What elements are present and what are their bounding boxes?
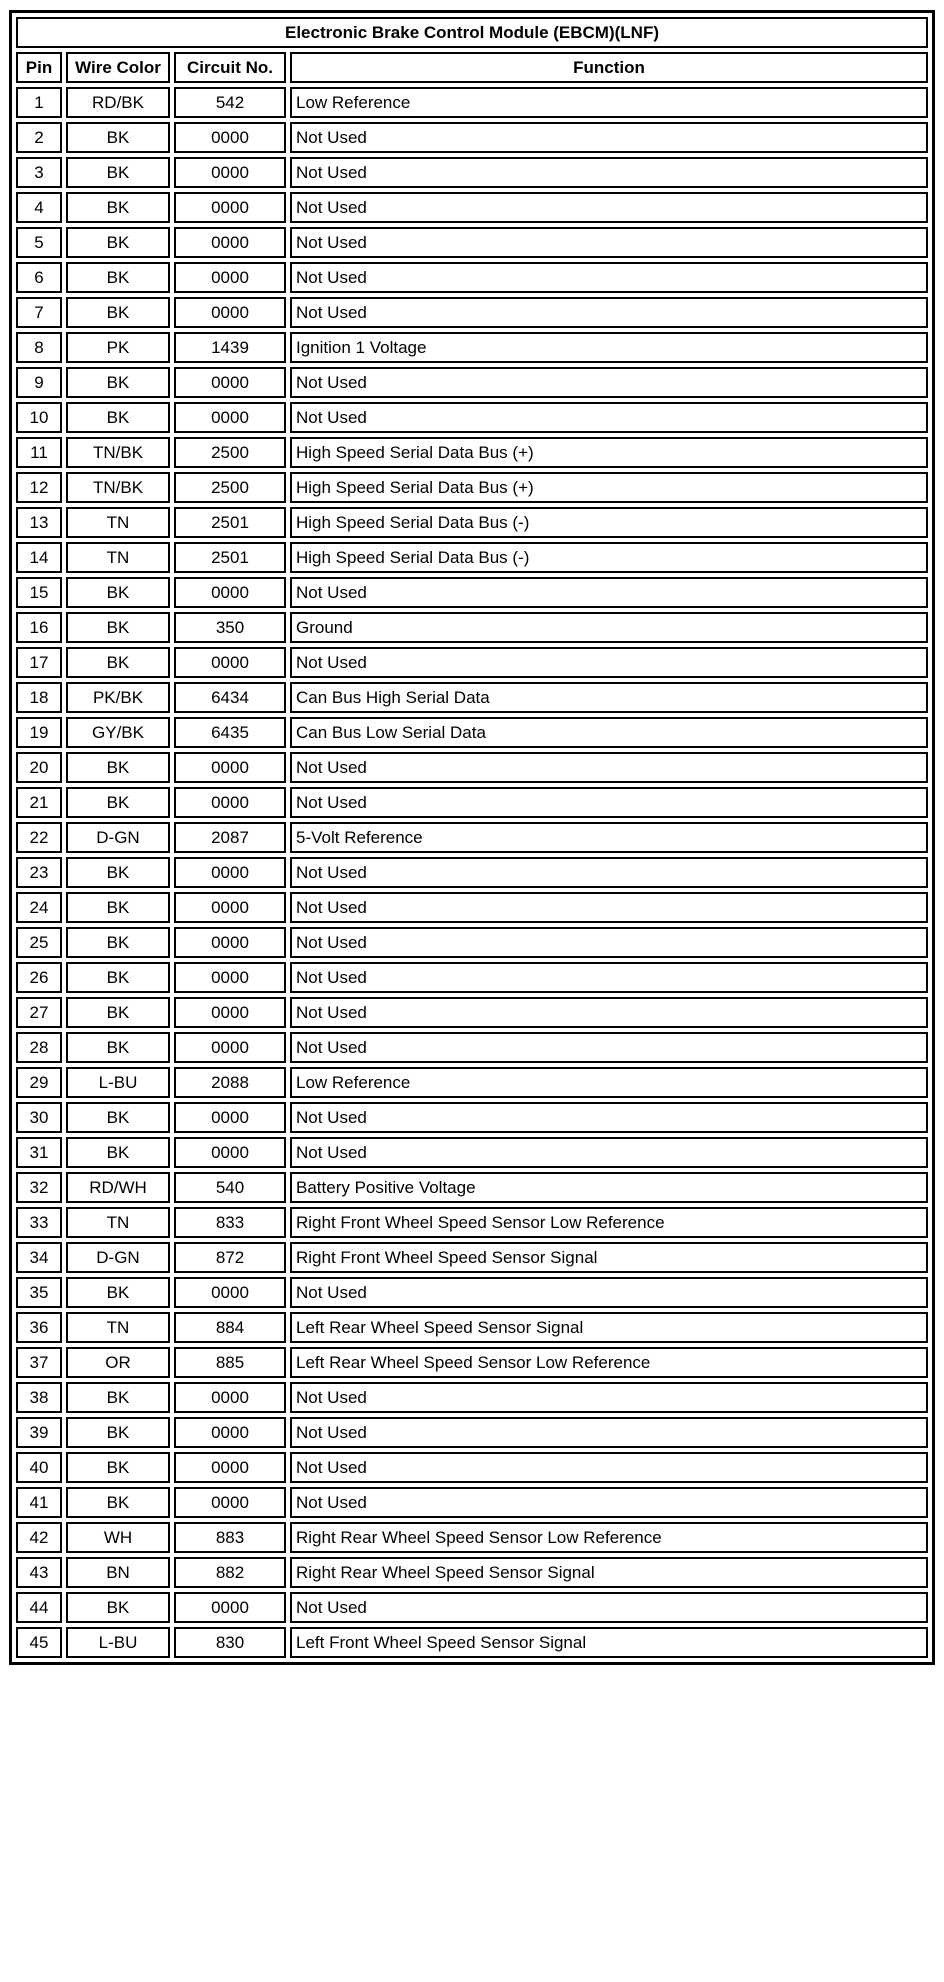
column-header-circuit-no: Circuit No. [174, 52, 286, 83]
function-cell: Left Rear Wheel Speed Sensor Signal [290, 1312, 928, 1343]
pin-cell: 24 [16, 892, 62, 923]
table-row [16, 1207, 928, 1238]
pin-cell: 45 [16, 1627, 62, 1658]
pin-cell: 32 [16, 1172, 62, 1203]
wire-color-cell: BK [66, 752, 170, 783]
circuit-no-cell: 2501 [174, 507, 286, 538]
wire-color-cell: TN [66, 1207, 170, 1238]
function-cell: Not Used [290, 122, 928, 153]
table-row [16, 472, 928, 503]
function-cell: Right Front Wheel Speed Sensor Low Reference [290, 1207, 928, 1238]
function-cell: Ignition 1 Voltage [290, 332, 928, 363]
table-row [16, 1417, 928, 1448]
pin-cell: 16 [16, 612, 62, 643]
circuit-no-cell: 0000 [174, 1137, 286, 1168]
wire-color-cell: WH [66, 1522, 170, 1553]
table-row [16, 297, 928, 328]
circuit-no-cell: 0000 [174, 227, 286, 258]
pin-cell: 18 [16, 682, 62, 713]
function-cell: Not Used [290, 227, 928, 258]
table-row [16, 857, 928, 888]
pin-cell: 3 [16, 157, 62, 188]
table-row [16, 682, 928, 713]
function-cell: Not Used [290, 1277, 928, 1308]
circuit-no-cell: 0000 [174, 297, 286, 328]
wire-color-cell: GY/BK [66, 717, 170, 748]
table-row [16, 1032, 928, 1063]
wire-color-cell: L-BU [66, 1627, 170, 1658]
circuit-no-cell: 883 [174, 1522, 286, 1553]
circuit-no-cell: 0000 [174, 647, 286, 678]
table-row [16, 962, 928, 993]
circuit-no-cell: 0000 [174, 367, 286, 398]
pin-cell: 23 [16, 857, 62, 888]
function-cell: Not Used [290, 192, 928, 223]
pin-cell: 9 [16, 367, 62, 398]
table-row [16, 612, 928, 643]
circuit-no-cell: 885 [174, 1347, 286, 1378]
function-cell: High Speed Serial Data Bus (-) [290, 542, 928, 573]
table-row [16, 717, 928, 748]
wire-color-cell: D-GN [66, 822, 170, 853]
table-title-row [16, 17, 928, 48]
function-cell: Not Used [290, 997, 928, 1028]
pin-cell: 36 [16, 1312, 62, 1343]
pin-cell: 40 [16, 1452, 62, 1483]
circuit-no-cell: 0000 [174, 997, 286, 1028]
function-cell: Right Rear Wheel Speed Sensor Low Reference [290, 1522, 928, 1553]
circuit-no-cell: 0000 [174, 787, 286, 818]
pin-cell: 35 [16, 1277, 62, 1308]
circuit-no-cell: 0000 [174, 857, 286, 888]
table-row [16, 1592, 928, 1623]
table-row [16, 1172, 928, 1203]
function-cell: 5-Volt Reference [290, 822, 928, 853]
pin-cell: 17 [16, 647, 62, 678]
table-title: Electronic Brake Control Module (EBCM)(LNF) [16, 17, 928, 48]
pin-cell: 25 [16, 927, 62, 958]
wire-color-cell: BK [66, 997, 170, 1028]
function-cell: Can Bus Low Serial Data [290, 717, 928, 748]
pin-cell: 6 [16, 262, 62, 293]
circuit-no-cell: 0000 [174, 1417, 286, 1448]
pin-cell: 44 [16, 1592, 62, 1623]
table-row [16, 1627, 928, 1658]
pin-cell: 22 [16, 822, 62, 853]
function-cell: Ground [290, 612, 928, 643]
wire-color-cell: BK [66, 227, 170, 258]
function-cell: Low Reference [290, 1067, 928, 1098]
function-cell: Not Used [290, 927, 928, 958]
wire-color-cell: BK [66, 577, 170, 608]
circuit-no-cell: 2500 [174, 437, 286, 468]
table-row [16, 1382, 928, 1413]
circuit-no-cell: 0000 [174, 892, 286, 923]
table-row [16, 262, 928, 293]
function-cell: Not Used [290, 1032, 928, 1063]
circuit-no-cell: 350 [174, 612, 286, 643]
table-row [16, 1137, 928, 1168]
wire-color-cell: BK [66, 927, 170, 958]
circuit-no-cell: 0000 [174, 122, 286, 153]
pin-cell: 4 [16, 192, 62, 223]
function-cell: Left Front Wheel Speed Sensor Signal [290, 1627, 928, 1658]
table-row [16, 927, 928, 958]
wire-color-cell: RD/WH [66, 1172, 170, 1203]
wire-color-cell: D-GN [66, 1242, 170, 1273]
pin-cell: 2 [16, 122, 62, 153]
function-cell: Not Used [290, 647, 928, 678]
pin-cell: 37 [16, 1347, 62, 1378]
circuit-no-cell: 6435 [174, 717, 286, 748]
table-row [16, 1277, 928, 1308]
wire-color-cell: BK [66, 787, 170, 818]
wire-color-cell: BK [66, 1102, 170, 1133]
function-cell: Right Front Wheel Speed Sensor Signal [290, 1242, 928, 1273]
pin-cell: 1 [16, 87, 62, 118]
circuit-no-cell: 884 [174, 1312, 286, 1343]
table-body [16, 87, 928, 1658]
wire-color-cell: PK/BK [66, 682, 170, 713]
function-cell: Not Used [290, 577, 928, 608]
function-cell: Not Used [290, 1137, 928, 1168]
function-cell: Not Used [290, 892, 928, 923]
column-header-function: Function [290, 52, 928, 83]
table-row [16, 752, 928, 783]
function-cell: Left Rear Wheel Speed Sensor Low Reference [290, 1347, 928, 1378]
wire-color-cell: BK [66, 1277, 170, 1308]
wire-color-cell: BK [66, 1382, 170, 1413]
function-cell: Not Used [290, 402, 928, 433]
circuit-no-cell: 542 [174, 87, 286, 118]
circuit-no-cell: 0000 [174, 1032, 286, 1063]
circuit-no-cell: 830 [174, 1627, 286, 1658]
wire-color-cell: PK [66, 332, 170, 363]
wire-color-cell: BK [66, 122, 170, 153]
wire-color-cell: TN/BK [66, 437, 170, 468]
pin-cell: 33 [16, 1207, 62, 1238]
circuit-no-cell: 0000 [174, 262, 286, 293]
wire-color-cell: BK [66, 857, 170, 888]
function-cell: Not Used [290, 787, 928, 818]
wire-color-cell: TN [66, 507, 170, 538]
wire-color-cell: BK [66, 367, 170, 398]
function-cell: Not Used [290, 962, 928, 993]
table-row [16, 1347, 928, 1378]
table-row [16, 1522, 928, 1553]
wire-color-cell: BK [66, 1417, 170, 1448]
circuit-no-cell: 1439 [174, 332, 286, 363]
table-row [16, 1312, 928, 1343]
circuit-no-cell: 0000 [174, 1382, 286, 1413]
function-cell: Low Reference [290, 87, 928, 118]
pin-cell: 29 [16, 1067, 62, 1098]
wire-color-cell: BK [66, 892, 170, 923]
table-row [16, 892, 928, 923]
column-header-pin: Pin [16, 52, 62, 83]
table-row [16, 507, 928, 538]
function-cell: High Speed Serial Data Bus (-) [290, 507, 928, 538]
pin-cell: 27 [16, 997, 62, 1028]
table-row [16, 647, 928, 678]
wire-color-cell: BN [66, 1557, 170, 1588]
pin-cell: 13 [16, 507, 62, 538]
circuit-no-cell: 0000 [174, 962, 286, 993]
pin-cell: 43 [16, 1557, 62, 1588]
function-cell: Right Rear Wheel Speed Sensor Signal [290, 1557, 928, 1588]
table-row [16, 1102, 928, 1133]
circuit-no-cell: 2088 [174, 1067, 286, 1098]
table-row [16, 787, 928, 818]
pin-cell: 14 [16, 542, 62, 573]
table-row [16, 577, 928, 608]
circuit-no-cell: 0000 [174, 192, 286, 223]
wire-color-cell: L-BU [66, 1067, 170, 1098]
circuit-no-cell: 0000 [174, 577, 286, 608]
pin-cell: 21 [16, 787, 62, 818]
wire-color-cell: TN [66, 1312, 170, 1343]
pin-cell: 28 [16, 1032, 62, 1063]
pin-cell: 34 [16, 1242, 62, 1273]
table-row [16, 402, 928, 433]
table-row [16, 157, 928, 188]
function-cell: Not Used [290, 752, 928, 783]
wire-color-cell: BK [66, 647, 170, 678]
function-cell: Not Used [290, 157, 928, 188]
wire-color-cell: BK [66, 157, 170, 188]
table-row [16, 192, 928, 223]
function-cell: Not Used [290, 1452, 928, 1483]
function-cell: Not Used [290, 1592, 928, 1623]
table-row [16, 227, 928, 258]
table-row [16, 437, 928, 468]
pin-cell: 41 [16, 1487, 62, 1518]
function-cell: Not Used [290, 297, 928, 328]
pin-cell: 19 [16, 717, 62, 748]
table-row [16, 1452, 928, 1483]
circuit-no-cell: 0000 [174, 927, 286, 958]
function-cell: High Speed Serial Data Bus (+) [290, 472, 928, 503]
wire-color-cell: OR [66, 1347, 170, 1378]
circuit-no-cell: 540 [174, 1172, 286, 1203]
table-row [16, 122, 928, 153]
circuit-no-cell: 872 [174, 1242, 286, 1273]
circuit-no-cell: 0000 [174, 1102, 286, 1133]
table-row [16, 542, 928, 573]
pin-cell: 26 [16, 962, 62, 993]
wire-color-cell: BK [66, 1452, 170, 1483]
table-row [16, 1487, 928, 1518]
table-row [16, 822, 928, 853]
wire-color-cell: BK [66, 192, 170, 223]
function-cell: Can Bus High Serial Data [290, 682, 928, 713]
ebcm-pinout-table [9, 10, 935, 1665]
circuit-no-cell: 0000 [174, 402, 286, 433]
circuit-no-cell: 0000 [174, 1487, 286, 1518]
circuit-no-cell: 0000 [174, 752, 286, 783]
table-row [16, 367, 928, 398]
function-cell: Battery Positive Voltage [290, 1172, 928, 1203]
table-row [16, 87, 928, 118]
wire-color-cell: TN/BK [66, 472, 170, 503]
table-row [16, 997, 928, 1028]
pin-cell: 8 [16, 332, 62, 363]
pin-cell: 30 [16, 1102, 62, 1133]
wire-color-cell: RD/BK [66, 87, 170, 118]
wire-color-cell: BK [66, 962, 170, 993]
wire-color-cell: BK [66, 262, 170, 293]
circuit-no-cell: 833 [174, 1207, 286, 1238]
function-cell: Not Used [290, 1102, 928, 1133]
circuit-no-cell: 882 [174, 1557, 286, 1588]
pin-cell: 20 [16, 752, 62, 783]
function-cell: Not Used [290, 857, 928, 888]
table-header-row [16, 52, 928, 83]
function-cell: Not Used [290, 367, 928, 398]
table-row [16, 1067, 928, 1098]
pin-cell: 42 [16, 1522, 62, 1553]
circuit-no-cell: 2501 [174, 542, 286, 573]
circuit-no-cell: 0000 [174, 1452, 286, 1483]
pin-cell: 10 [16, 402, 62, 433]
pin-cell: 12 [16, 472, 62, 503]
pin-cell: 38 [16, 1382, 62, 1413]
table-row [16, 332, 928, 363]
wire-color-cell: BK [66, 1592, 170, 1623]
circuit-no-cell: 0000 [174, 1592, 286, 1623]
pin-cell: 7 [16, 297, 62, 328]
function-cell: Not Used [290, 262, 928, 293]
pin-cell: 15 [16, 577, 62, 608]
table-row [16, 1242, 928, 1273]
pin-cell: 31 [16, 1137, 62, 1168]
wire-color-cell: BK [66, 1487, 170, 1518]
wire-color-cell: BK [66, 402, 170, 433]
wire-color-cell: BK [66, 1137, 170, 1168]
function-cell: Not Used [290, 1417, 928, 1448]
circuit-no-cell: 0000 [174, 157, 286, 188]
table-row [16, 1557, 928, 1588]
function-cell: Not Used [290, 1382, 928, 1413]
column-header-wire-color: Wire Color [66, 52, 170, 83]
pin-cell: 5 [16, 227, 62, 258]
circuit-no-cell: 0000 [174, 1277, 286, 1308]
wire-color-cell: BK [66, 612, 170, 643]
wire-color-cell: TN [66, 542, 170, 573]
circuit-no-cell: 6434 [174, 682, 286, 713]
wire-color-cell: BK [66, 1032, 170, 1063]
circuit-no-cell: 2087 [174, 822, 286, 853]
pin-cell: 11 [16, 437, 62, 468]
function-cell: High Speed Serial Data Bus (+) [290, 437, 928, 468]
wire-color-cell: BK [66, 297, 170, 328]
function-cell: Not Used [290, 1487, 928, 1518]
pin-cell: 39 [16, 1417, 62, 1448]
circuit-no-cell: 2500 [174, 472, 286, 503]
